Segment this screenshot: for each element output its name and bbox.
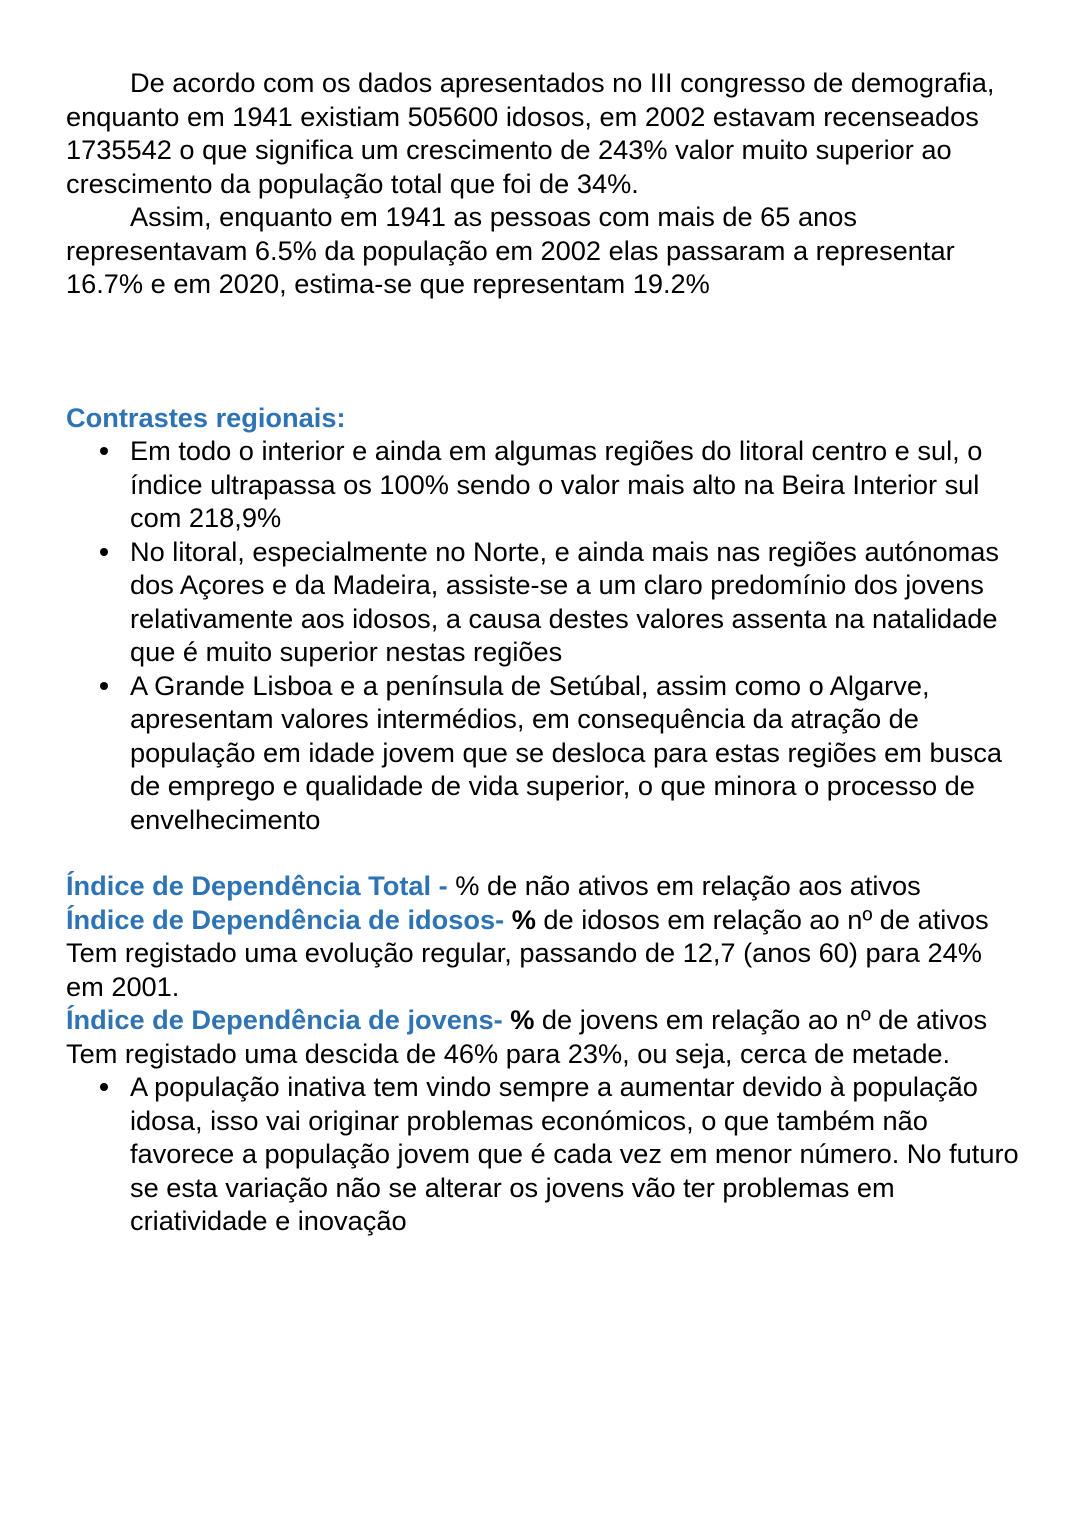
dependency-elderly-term: Índice de Dependência de idosos- [66, 903, 512, 935]
spacer [66, 836, 1026, 869]
dependency-total-definition: % de não ativos em relação aos ativos [455, 870, 921, 901]
dependency-elderly-note: Tem registado uma evolução regular, passando de 12,7 (anos 60) para 24% em 2001. [66, 937, 982, 1002]
regional-heading: Contrastes regionais: [66, 401, 346, 433]
dependency-elderly-definition: de idosos em relação ao nº de ativos [535, 903, 989, 935]
dependency-total-term: Índice de Dependência Total - [66, 870, 456, 901]
dependency-youth-note: Tem registado uma descida de 46% para 23%, ou seja, cerca de metade. [66, 1037, 951, 1069]
document-page [66, 66, 1026, 1238]
list-item: No litoral, especialmente no Norte, e ainda mais nas regiões autónomas dos Açores e da Madeira, assiste-se a um claro predomínio dos jovens relativamente aos idosos, a causa destes valores assenta na natalidade que é muito superior nestas regiões [130, 535, 1026, 669]
spacer [66, 301, 1026, 401]
dependency-total-line [66, 869, 1026, 903]
dependency-list [66, 1070, 1026, 1238]
dependency-youth-term: Índice de Dependência de jovens- [66, 1004, 511, 1035]
list-item: A população inativa tem vindo sempre a aumentar devido à população idosa, isso vai originar problemas económicos, o que também não favorece a população jovem que é cada vez em menor número. No futuro se esta variação não se alterar os jovens vão ter problemas em criatividade e inovação [130, 1070, 1026, 1238]
list-item: A Grande Lisboa e a península de Setúbal, assim como o Algarve, apresentam valores intermédios, em consequência da atração de população em idade jovem que se desloca para estas regiões em busca de emprego e qualidade de vida superior, o que minora o processo de envelhecimento [130, 669, 1026, 837]
regional-list [66, 434, 1026, 836]
dependency-elderly-line [66, 903, 1026, 937]
list-item: Em todo o interior e ainda em algumas regiões do litoral centro e sul, o índice ultrapassa os 100% sendo o valor mais alto na Beira Interior sul com 218,9% [130, 434, 1026, 535]
dependency-youth-line [66, 1003, 1026, 1037]
dependency-elderly-percent: % [511, 903, 536, 935]
dependency-youth-percent: % [510, 1004, 535, 1035]
intro-paragraph-1: De acordo com os dados apresentados no III congresso de demografia, enquanto em 1941 existiam 505600 idosos, em 2002 estavam recenseados 1735542 o que significa um crescimento de 243% valor muito superior ao crescimento da população total que foi de 34%. [66, 67, 995, 199]
dependency-youth-definition: de jovens em relação ao nº de ativos [534, 1004, 988, 1035]
intro-paragraph-2: Assim, enquanto em 1941 as pessoas com mais de 65 anos representavam 6.5% da população em 2002 elas passaram a representar 16.7% e em 2020, estima-se que representam 19.2% [66, 201, 955, 299]
